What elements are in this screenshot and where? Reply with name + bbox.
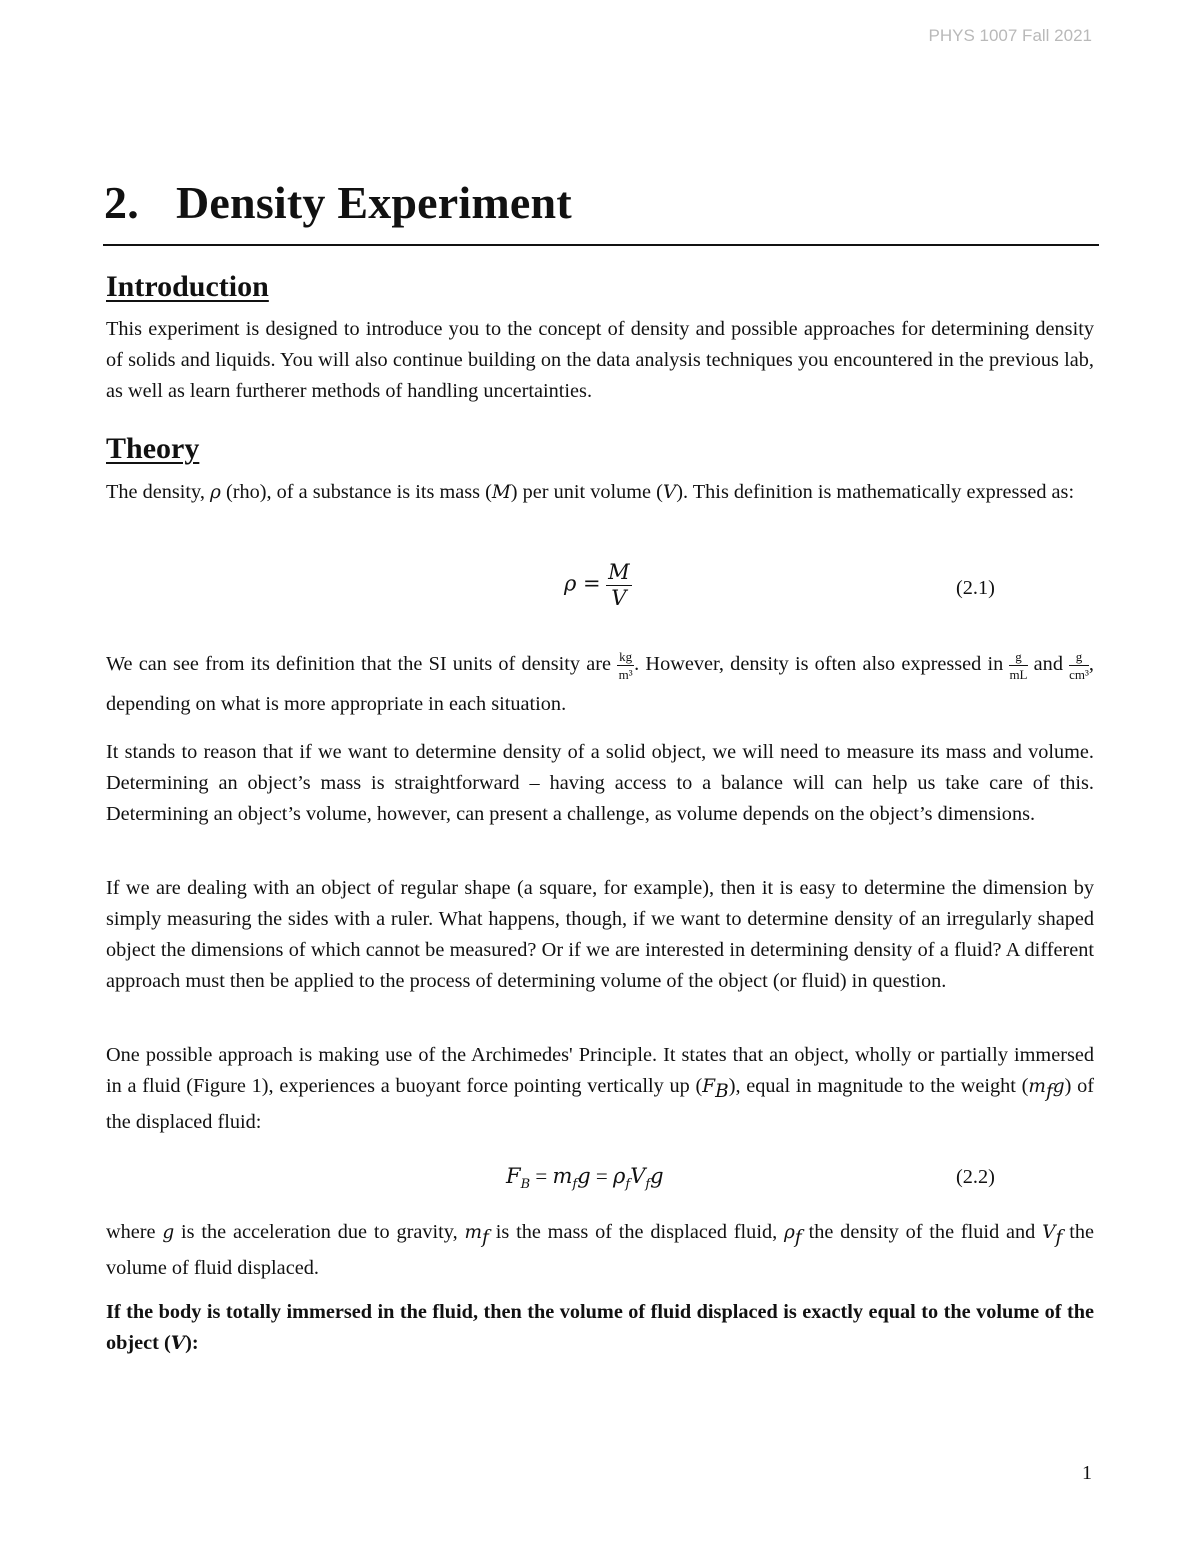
theory-paragraph-1: The density, ρ (rho), of a substance is its mass (M) per unit volume (V). This definition is mathematically expressed as: xyxy=(106,481,1075,503)
introduction-heading: Introduction xyxy=(106,270,269,303)
introduction-paragraph: This experiment is designed to introduce you to the concept of density and possible approaches for determining density of solids and liquids. You will also continue building on the data analysis techniques you encountered in the previous lab, as well as learn furtherer methods of handling uncertainties. xyxy=(106,318,1094,402)
theory-heading: Theory xyxy=(106,432,200,465)
theory-paragraph-6: where g is the acceleration due to gravity, $m_f$ is the mass of the displaced fluid, $\rho_f$ the density of the fluid and $V_f$ the volume of fluid displaced. xyxy=(106,1221,1094,1280)
unit-kg-per-m3: $\frac{kg}{\text{m³}}$ xyxy=(618,648,633,682)
running-header: PHYS 1007 Fall 2021 xyxy=(928,26,1092,45)
theory-paragraph-2: We can see from its definition that the SI units of density are $\frac{kg}{\text{m³}}$ . However, density is often also expressed in $\frac{g}{mL}$ and $\frac{g}{\text{cm³}}$ , depending on what is more appropriate in each situation. xyxy=(106,648,1094,715)
unit-g-per-cm3: $\frac{g}{\text{cm³}}$ xyxy=(1069,648,1089,682)
unit-g-per-ml: $\frac{g}{mL}$ xyxy=(1009,648,1028,682)
theory-paragraph-5: One possible approach is making use of the Archimedes' Principle. It states that an object, wholly or partially immersed in a fluid (Figure 1), experiences a buoyant force pointing vertically up $(F_B)$, equal in magnitude to the weight $(m_fg)$ of the displaced fluid: xyxy=(106,1044,1095,1134)
equation-2-2: $F_B = m_fg = \rho_fV_fg$ xyxy=(506,1164,664,1193)
title-rule xyxy=(103,244,1099,246)
chapter-title-text: Density Experiment xyxy=(176,177,572,228)
equation-2-1-fraction: $\frac{M}{V}$ xyxy=(608,560,630,610)
equation-2-1-label: (2.1) xyxy=(956,577,995,599)
chapter-title xyxy=(104,176,572,229)
equation-2-2-label: (2.2) xyxy=(956,1166,995,1188)
theory-paragraph-4: If we are dealing with an object of regular shape (a square, for example), then it is easy to determine the dimension by simply measuring the sides with a ruler. What happens, though, if we want to determine density of an irregularly shaped object the dimensions of which cannot be measured? Or if we are interested in determining density of a fluid? A different approach must then be applied to the process of determining volume of the object (or fluid) in question. xyxy=(106,877,1094,992)
chapter-number: 2. xyxy=(104,177,139,228)
page-number: 1 xyxy=(1082,1462,1092,1484)
theory-paragraph-3: It stands to reason that if we want to determine density of a solid object, we will need to measure its mass and volume. Determining an object’s mass is straightforward – having access to a balance will can help us take care of this. Determining an object’s volume, however, can present a challenge, as volume depends on the object’s dimensions. xyxy=(106,741,1094,825)
theory-paragraph-7: If the body is totally immersed in the fluid, then the volume of fluid displaced is exactly equal to the volume of the object (V): xyxy=(106,1301,1094,1354)
equation-2-1: ρ = $\frac{M}{V}$ xyxy=(564,560,630,610)
